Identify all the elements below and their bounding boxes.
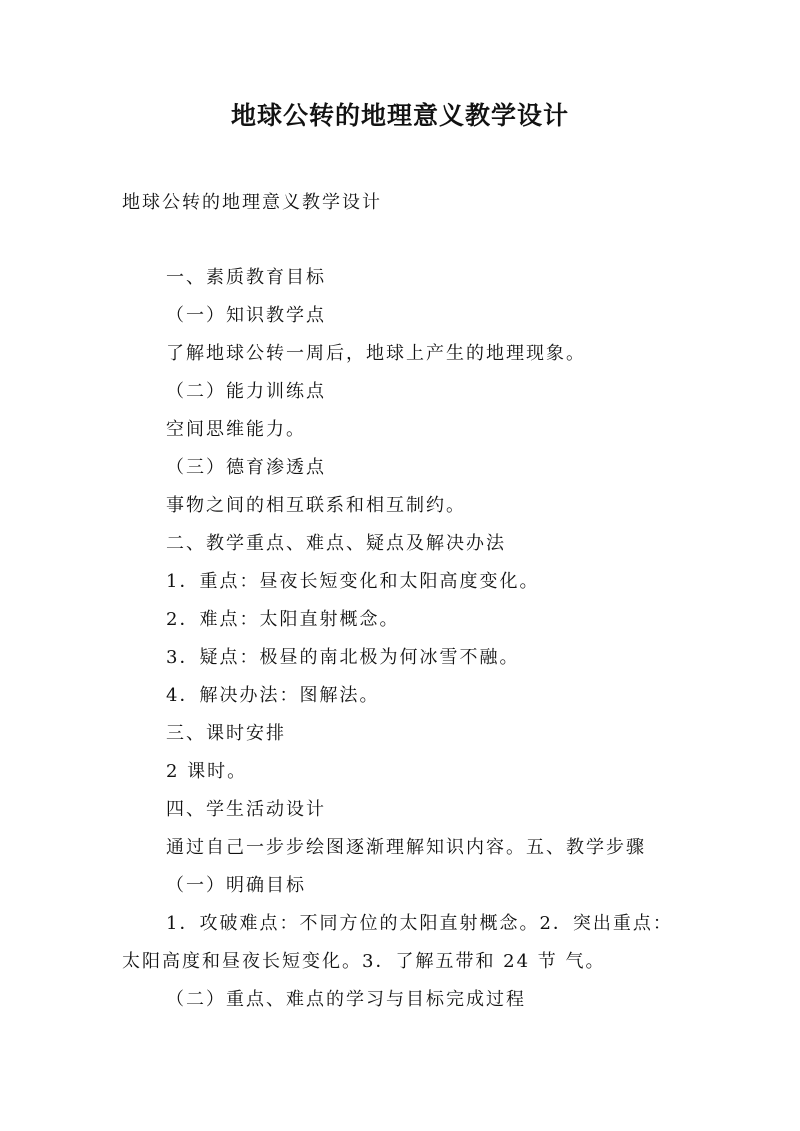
list-item: 4．解决办法：图解法。 <box>166 685 380 706</box>
subsection-heading-1-2: （二）能力训练点 <box>166 381 326 402</box>
paragraph-text: 1．攻破难点：不同方位的太阳直射概念。2．突出重点： <box>166 913 673 934</box>
document-subtitle: 地球公转的地理意义教学设计 <box>122 192 382 213</box>
subsection-heading-1-1: （一）知识教学点 <box>166 305 326 326</box>
section-heading-2: 二、教学重点、难点、疑点及解决办法 <box>166 533 506 554</box>
paragraph-text: 通过自己一步步绘图逐渐理解知识内容。五、教学步骤 <box>166 837 646 858</box>
paragraph-text: 了解地球公转一周后，地球上产生的地理现象。 <box>166 343 586 364</box>
list-item: 3．疑点：极昼的南北极为何冰雪不融。 <box>166 647 520 668</box>
list-item: 1．重点：昼夜长短变化和太阳高度变化。 <box>166 571 540 592</box>
paragraph-text: 太阳高度和昼夜长短变化。3．了解五带和 24 节 气。 <box>122 951 606 972</box>
section-heading-3: 三、课时安排 <box>166 723 286 744</box>
list-item: 2．难点：太阳直射概念。 <box>166 609 400 630</box>
paragraph-text: 空间思维能力。 <box>166 419 306 440</box>
paragraph-text: 事物之间的相互联系和相互制约。 <box>166 495 466 516</box>
paragraph-text: 2 课时。 <box>166 761 248 782</box>
section-heading-1: 一、素质教育目标 <box>166 267 326 288</box>
subsection-heading-5-1: （一）明确目标 <box>166 875 306 896</box>
subsection-heading-1-3: （三）德育渗透点 <box>166 457 326 478</box>
document-title: 地球公转的地理意义教学设计 <box>230 101 569 130</box>
subsection-heading-5-2: （二）重点、难点的学习与目标完成过程 <box>166 989 526 1010</box>
section-heading-4: 四、学生活动设计 <box>166 799 326 820</box>
